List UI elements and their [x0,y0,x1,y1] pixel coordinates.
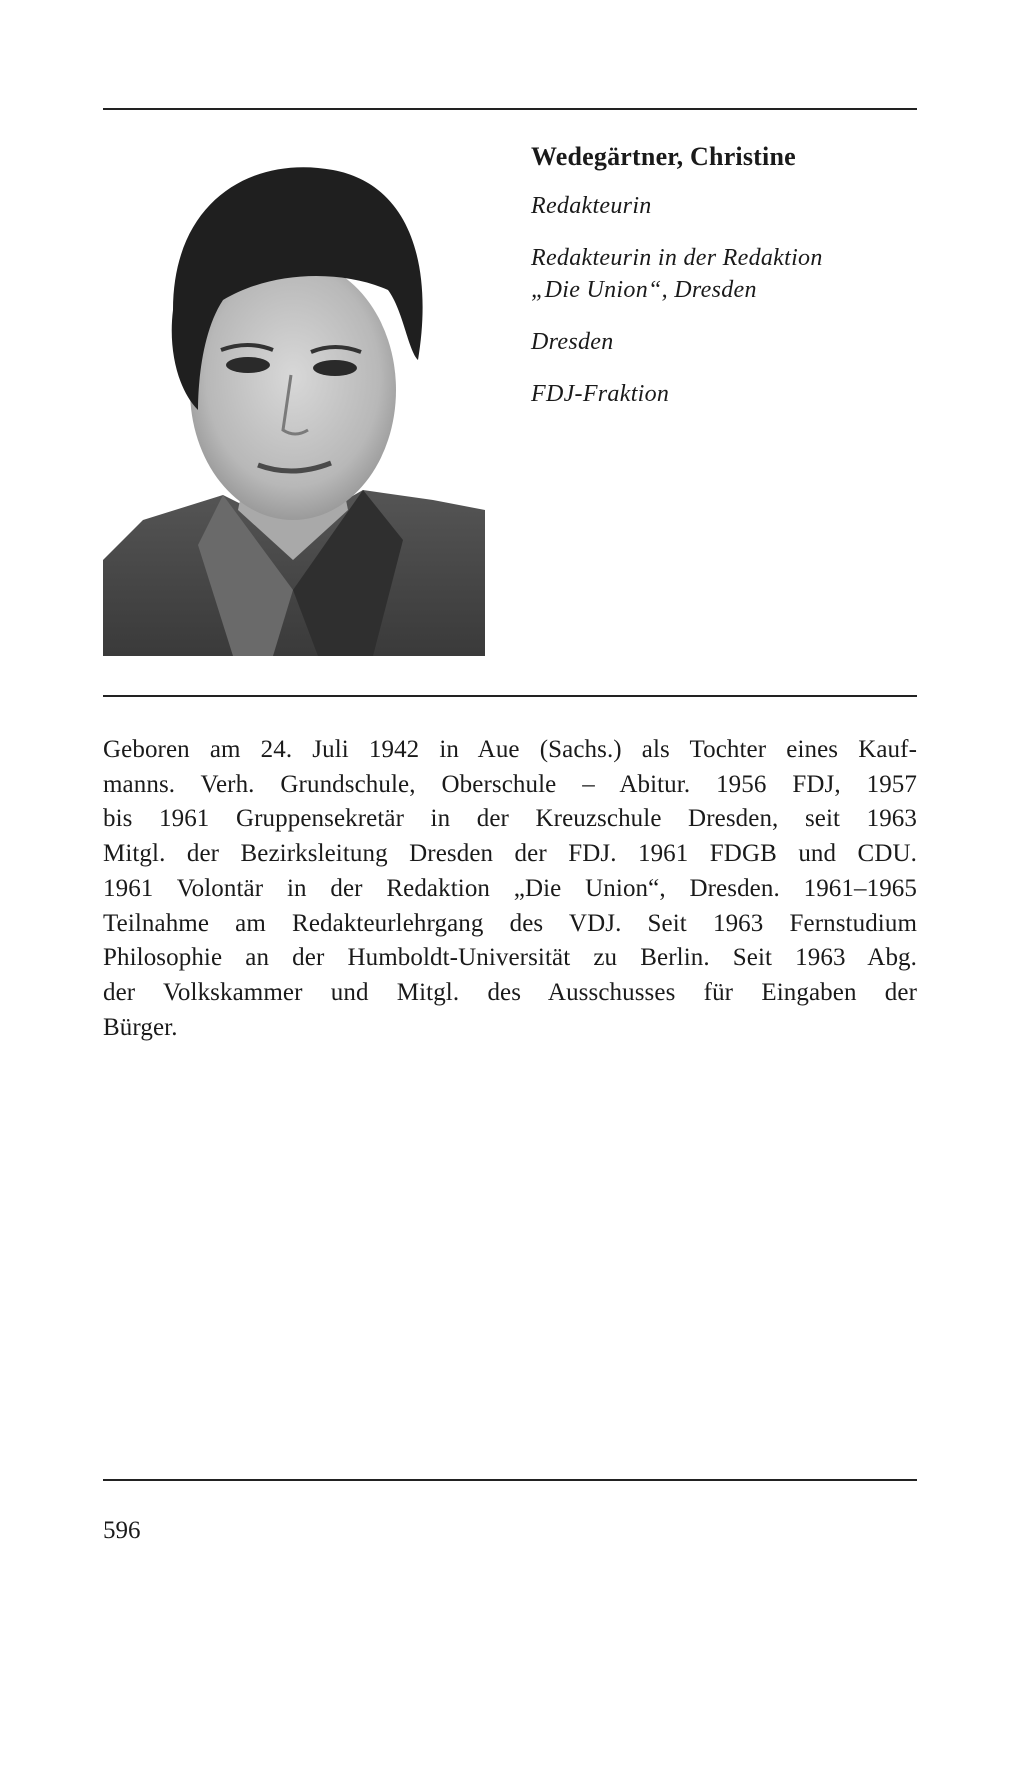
bio-line: bis 1961 Gruppensekretär in der Kreuzschule Dresden, seit 1963 [103,805,917,833]
top-divider [103,108,917,110]
bio-line: Bürger. [103,1013,178,1041]
position [531,242,931,306]
constituency: Dresden [531,329,614,355]
person-name: Wedegärtner, Christine [531,142,796,171]
bio-line: manns. Verh. Grundschule, Oberschule – Abitur. 1956 FDJ, 1957 [103,770,917,798]
position-line-1: Redakteurin in der Redaktion [531,245,823,271]
bottom-divider [103,1479,917,1481]
bio-line: Geboren am 24. Juli 1942 in Aue (Sachs.) als Tochter eines Kauf- [103,736,917,763]
entry-header [531,140,931,430]
bio-line: 1961 Volontär in der Redaktion „Die Union“, Dresden. 1961–1965 [103,874,917,902]
position-line-2: „Die Union“, Dresden [531,277,757,303]
page-number: 596 [103,1517,141,1544]
middle-divider [103,695,917,697]
bio-line: der Volkskammer und Mitgl. des Ausschusses für Eingaben der [103,978,917,1006]
biography-text [103,733,917,1045]
portrait-photo [103,160,485,656]
bio-line: Teilnahme am Redakteurlehrgang des VDJ. Seit 1963 Fernstudium [103,909,917,937]
bio-line: Mitgl. der Bezirksleitung Dresden der FDJ. 1961 FDGB und CDU. [103,840,917,868]
faction: FDJ-Fraktion [531,381,670,407]
bio-line: Philosophie an der Humboldt-Universität zu Berlin. Seit 1963 Abg. [103,944,917,972]
occupation: Redakteurin [531,193,652,219]
